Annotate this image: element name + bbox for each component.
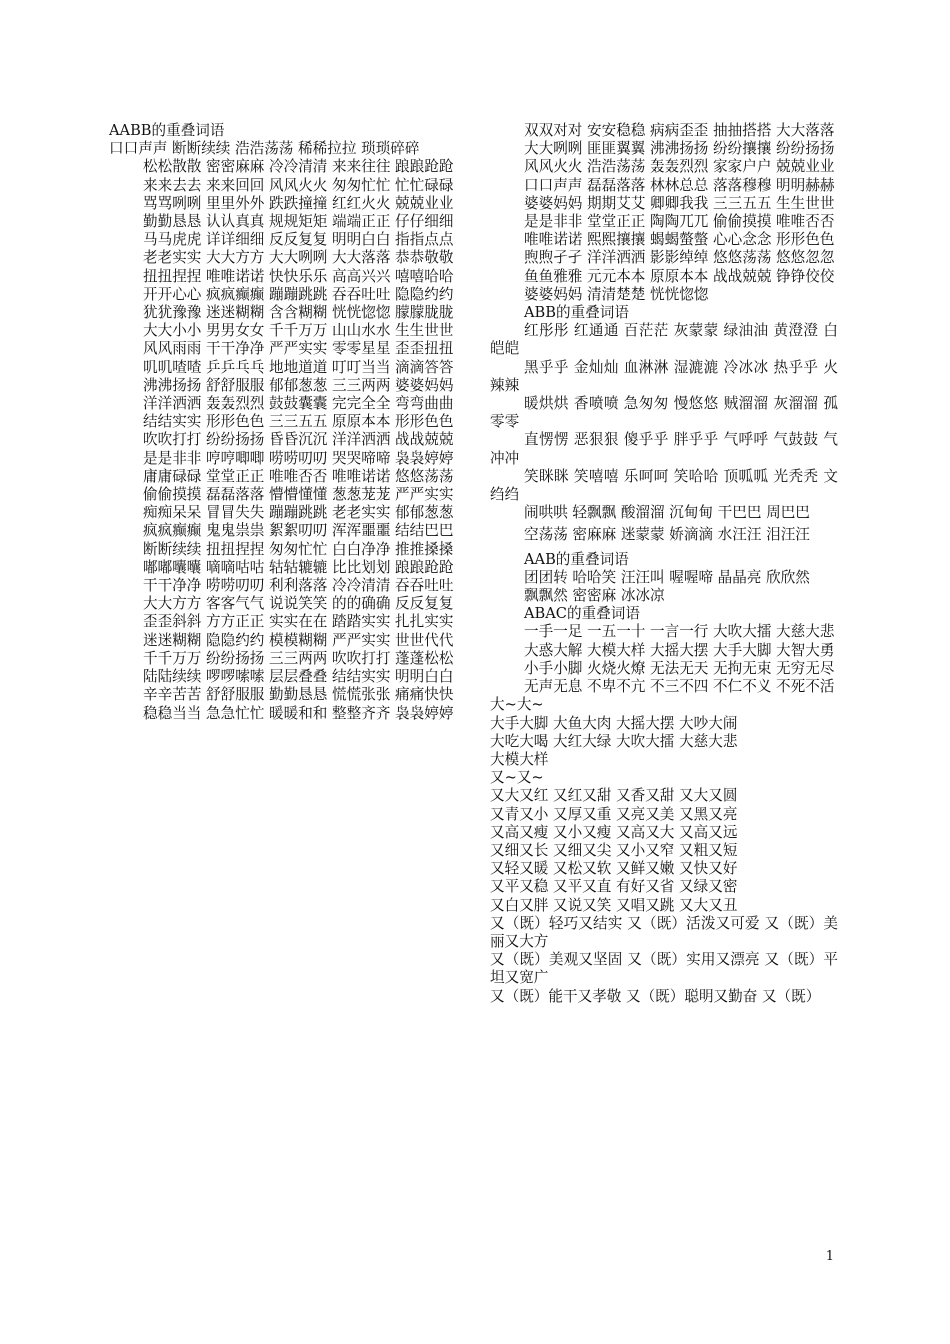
list-item: 风风火火 浩浩荡荡 轰轰烈烈 家家户户 兢兢业业 bbox=[524, 158, 835, 176]
list-item: 干干净净 唠唠叨叨 利利落落 冷冷清清 吞吞吐吐 bbox=[143, 577, 454, 595]
list-item: 马马虎虎 详详细细 反反复复 明明白白 指指点点 bbox=[143, 231, 454, 249]
list-item: 大吃大喝 大红大绿 大吹大擂 大慈大悲 bbox=[490, 732, 738, 750]
aabb-list-continued bbox=[490, 122, 838, 286]
list-item: 沸沸扬扬 舒舒服服 郁郁葱葱 三三两两 婆婆妈妈 bbox=[143, 376, 454, 394]
list-item: 笑眯眯 笑嘻嘻 乐呵呵 笑哈哈 顶呱呱 光秃秃 文绉绉 bbox=[490, 467, 838, 504]
aabb-list bbox=[109, 158, 458, 722]
list-item: 婆婆妈妈 期期艾艾 卿卿我我 三三五五 生生世世 bbox=[524, 194, 835, 212]
list-item: 洋洋洒洒 轰轰烈烈 鼓鼓囊囊 完完全全 弯弯曲曲 bbox=[143, 395, 454, 413]
heading-aab: AAB的重叠词语 bbox=[524, 550, 629, 568]
list-item: 结结实实 形形色色 三三五五 原原本本 形形色色 bbox=[143, 413, 454, 431]
list-item: 迷迷糊糊 隐隐约约 模模糊糊 严严实实 世世代代 bbox=[143, 631, 454, 649]
list-item: 勤勤恳恳 认认真真 规规矩矩 端端正正 仔仔细细 bbox=[143, 213, 454, 231]
list-item: 又细又长 又细又尖 又小又窄 又粗又短 bbox=[490, 841, 738, 859]
list-item: 骂骂咧咧 里里外外 跌跌撞撞 红红火火 兢兢业业 bbox=[143, 194, 454, 212]
list-item: 又（既）能干又孝敬 又（既）聪明又勤奋 又（既） bbox=[490, 987, 821, 1005]
aabb-line-1: 口口声声 断断续续 浩浩荡荡 稀稀拉拉 琐琐碎碎 bbox=[109, 140, 420, 158]
list-item: 吹吹打打 纷纷扬扬 昏昏沉沉 洋洋洒洒 战战兢兢 bbox=[143, 431, 454, 449]
list-item: 疯疯癫癫 鬼鬼祟祟 絮絮叨叨 浑浑噩噩 结结巴巴 bbox=[143, 522, 454, 540]
list-item: 是是非非 哼哼唧唧 唠唠叨叨 哭哭啼啼 袅袅婷婷 bbox=[143, 449, 454, 467]
list-item: 庸庸碌碌 堂堂正正 唯唯否否 唯唯诺诺 悠悠荡荡 bbox=[143, 467, 454, 485]
list-item: 断断续续 扭扭捏捏 匆匆忙忙 白白净净 推推搡搡 bbox=[143, 540, 454, 558]
list-item: 唯唯诺诺 熙熙攘攘 蝎蝎螫螫 心心念念 形形色色 bbox=[524, 231, 835, 249]
list-item: 又平又稳 又平又直 有好又省 又绿又密 bbox=[490, 878, 738, 896]
page-number: 1 bbox=[825, 1249, 834, 1264]
heading-da-da: 大~大~ bbox=[490, 696, 544, 714]
list-item: 无声无息 不卑不亢 不三不四 不仁不义 不死不活 bbox=[524, 678, 835, 696]
list-item: 口口声声 磊磊落落 林林总总 落落穆穆 明明赫赫 bbox=[524, 176, 835, 194]
list-item: 黑乎乎 金灿灿 血淋淋 湿漉漉 冷冰冰 热乎乎 火辣辣 bbox=[490, 358, 838, 394]
list-item: 小手小脚 火烧火燎 无法无天 无拘无束 无穷无尽 bbox=[524, 659, 835, 677]
list-item: 又轻又暖 又松又软 又鲜又嫩 又快又好 bbox=[490, 860, 738, 878]
list-item: 大大咧咧 匪匪翼翼 沸沸扬扬 纷纷攘攘 纷纷扬扬 bbox=[524, 140, 835, 158]
list-item: 辛辛苦苦 舒舒服服 勤勤恳恳 慌慌张张 痛痛快快 bbox=[143, 686, 454, 704]
list-item: 稳稳当当 急急忙忙 暖暖和和 整整齐齐 袅袅婷婷 bbox=[143, 704, 454, 722]
left-column bbox=[109, 122, 458, 723]
list-item: 千千万万 纷纷扬扬 三三两两 吹吹打打 蓬蓬松松 bbox=[143, 649, 454, 667]
da-da-list bbox=[490, 715, 838, 770]
list-item: 又高又瘦 又小又瘦 又高又大 又高又远 bbox=[490, 823, 738, 841]
list-item: 陆陆续续 啰啰嗦嗦 层层叠叠 结结实实 明明白白 bbox=[143, 668, 454, 686]
list-item: 大大方方 客客气气 说说笑笑 的的确确 反反复复 bbox=[143, 595, 454, 613]
list-item: 来来去去 来来回回 风风火火 匆匆忙忙 忙忙碌碌 bbox=[143, 176, 454, 194]
list-item: 开开心心 疯疯癫癫 蹦蹦跳跳 吞吞吐吐 隐隐约约 bbox=[143, 285, 454, 303]
heading-you-you: 又~又~ bbox=[490, 769, 544, 787]
list-item: 叽叽喳喳 乒乒乓乓 地地道道 叮叮当当 滴滴答答 bbox=[143, 358, 454, 376]
list-item: 一手一足 一五一十 一言一行 大吹大擂 大慈大悲 bbox=[524, 623, 835, 641]
heading-abac: ABAC的重叠词语 bbox=[524, 605, 640, 623]
list-item: 团团转 哈哈笑 汪汪叫 喔喔啼 晶晶亮 欣欣然 bbox=[524, 568, 810, 586]
right-column bbox=[490, 122, 838, 1006]
list-item: 偷偷摸摸 磊磊落落 懵懵懂懂 葱葱茏茏 严严实实 bbox=[143, 486, 454, 504]
aabb-last-line: 婆婆妈妈 清清楚楚 恍恍惚惚 bbox=[524, 285, 709, 303]
list-item: 痴痴呆呆 冒冒失失 蹦蹦跳跳 老老实实 郁郁葱葱 bbox=[143, 504, 454, 522]
list-item: 又（既）美观又坚固 又（既）实用又漂亮 又（既）平坦又宽广 bbox=[490, 951, 838, 987]
list-item: 大大小小 男男女女 千千万万 山山水水 生生世世 bbox=[143, 322, 454, 340]
list-item: 直愣愣 恶狠狠 傻乎乎 胖乎乎 气呼呼 气鼓鼓 气冲冲 bbox=[490, 431, 838, 467]
heading-aabb: AABB的重叠词语 bbox=[109, 122, 225, 139]
list-item: 老老实实 大大方方 大大咧咧 大大落落 恭恭敬敬 bbox=[143, 249, 454, 267]
list-item: 双双对对 安安稳稳 病病歪歪 抽抽搭搭 大大落落 bbox=[524, 122, 835, 139]
list-item: 飘飘然 密密麻 冰冰凉 bbox=[524, 587, 665, 605]
aab-list bbox=[490, 569, 838, 605]
heading-abb: ABB的重叠词语 bbox=[524, 304, 629, 322]
you-ji-list bbox=[490, 915, 838, 1006]
list-item: 又大又红 又红又甜 又香又甜 又大又圆 bbox=[490, 787, 738, 805]
list-item: 犹犹豫豫 迷迷糊糊 含含糊糊 恍恍惚惚 朦朦胧胧 bbox=[143, 304, 454, 322]
list-item: 大手大脚 大鱼大肉 大摇大摆 大吵大闹 bbox=[490, 714, 738, 732]
list-item: 大模大样 bbox=[490, 750, 549, 768]
abac-list bbox=[490, 623, 838, 696]
list-item: 歪歪斜斜 方方正正 实实在在 踏踏实实 扎扎实实 bbox=[143, 613, 454, 631]
list-item: 扭扭捏捏 唯唯诺诺 快快乐乐 高高兴兴 嘻嘻哈哈 bbox=[143, 267, 454, 285]
list-item: 闹哄哄 轻飘飘 酸溜溜 沉甸甸 干巴巴 周巴巴 bbox=[524, 504, 810, 522]
list-item: 又青又小 又厚又重 又亮又美 又黑又亮 bbox=[490, 805, 738, 823]
abb-list bbox=[490, 322, 838, 522]
list-item: 松松散散 密密麻麻 冷冷清清 来来往往 踉踉跄跄 bbox=[143, 158, 454, 176]
list-item: 是是非非 堂堂正正 陶陶兀兀 偷偷摸摸 唯唯否否 bbox=[524, 213, 835, 231]
list-item: 大惑大解 大模大样 大摇大摆 大手大脚 大智大勇 bbox=[524, 641, 835, 659]
list-item: 红彤彤 红通通 百茫茫 灰蒙蒙 绿油油 黄澄澄 白皑皑 bbox=[490, 322, 838, 358]
list-item: 暖烘烘 香喷喷 急匆匆 慢悠悠 贼溜溜 灰溜溜 孤零零 bbox=[490, 395, 838, 431]
list-item: 煦煦孑孑 洋洋洒洒 影影绰绰 悠悠荡荡 悠悠忽忽 bbox=[524, 249, 835, 267]
abb-last-line: 空荡荡 密麻麻 迷蒙蒙 娇滴滴 水汪汪 泪汪汪 bbox=[524, 526, 810, 544]
list-item: 又白又胖 又说又笑 又唱又跳 又大又丑 bbox=[490, 896, 738, 914]
you-you-list bbox=[490, 787, 838, 914]
list-item: 鱼鱼雅雅 元元本本 原原本本 战战兢兢 铮铮佼佼 bbox=[524, 267, 835, 285]
list-item: 风风雨雨 干干净净 严严实实 零零星星 歪歪扭扭 bbox=[143, 340, 454, 358]
list-item: 又（既）轻巧又结实 又（既）活泼又可爱 又（既）美丽又大方 bbox=[490, 914, 838, 950]
list-item: 嘟嘟囔囔 嘀嘀咕咕 轱轱辘辘 比比划划 踉踉跄跄 bbox=[143, 558, 454, 576]
